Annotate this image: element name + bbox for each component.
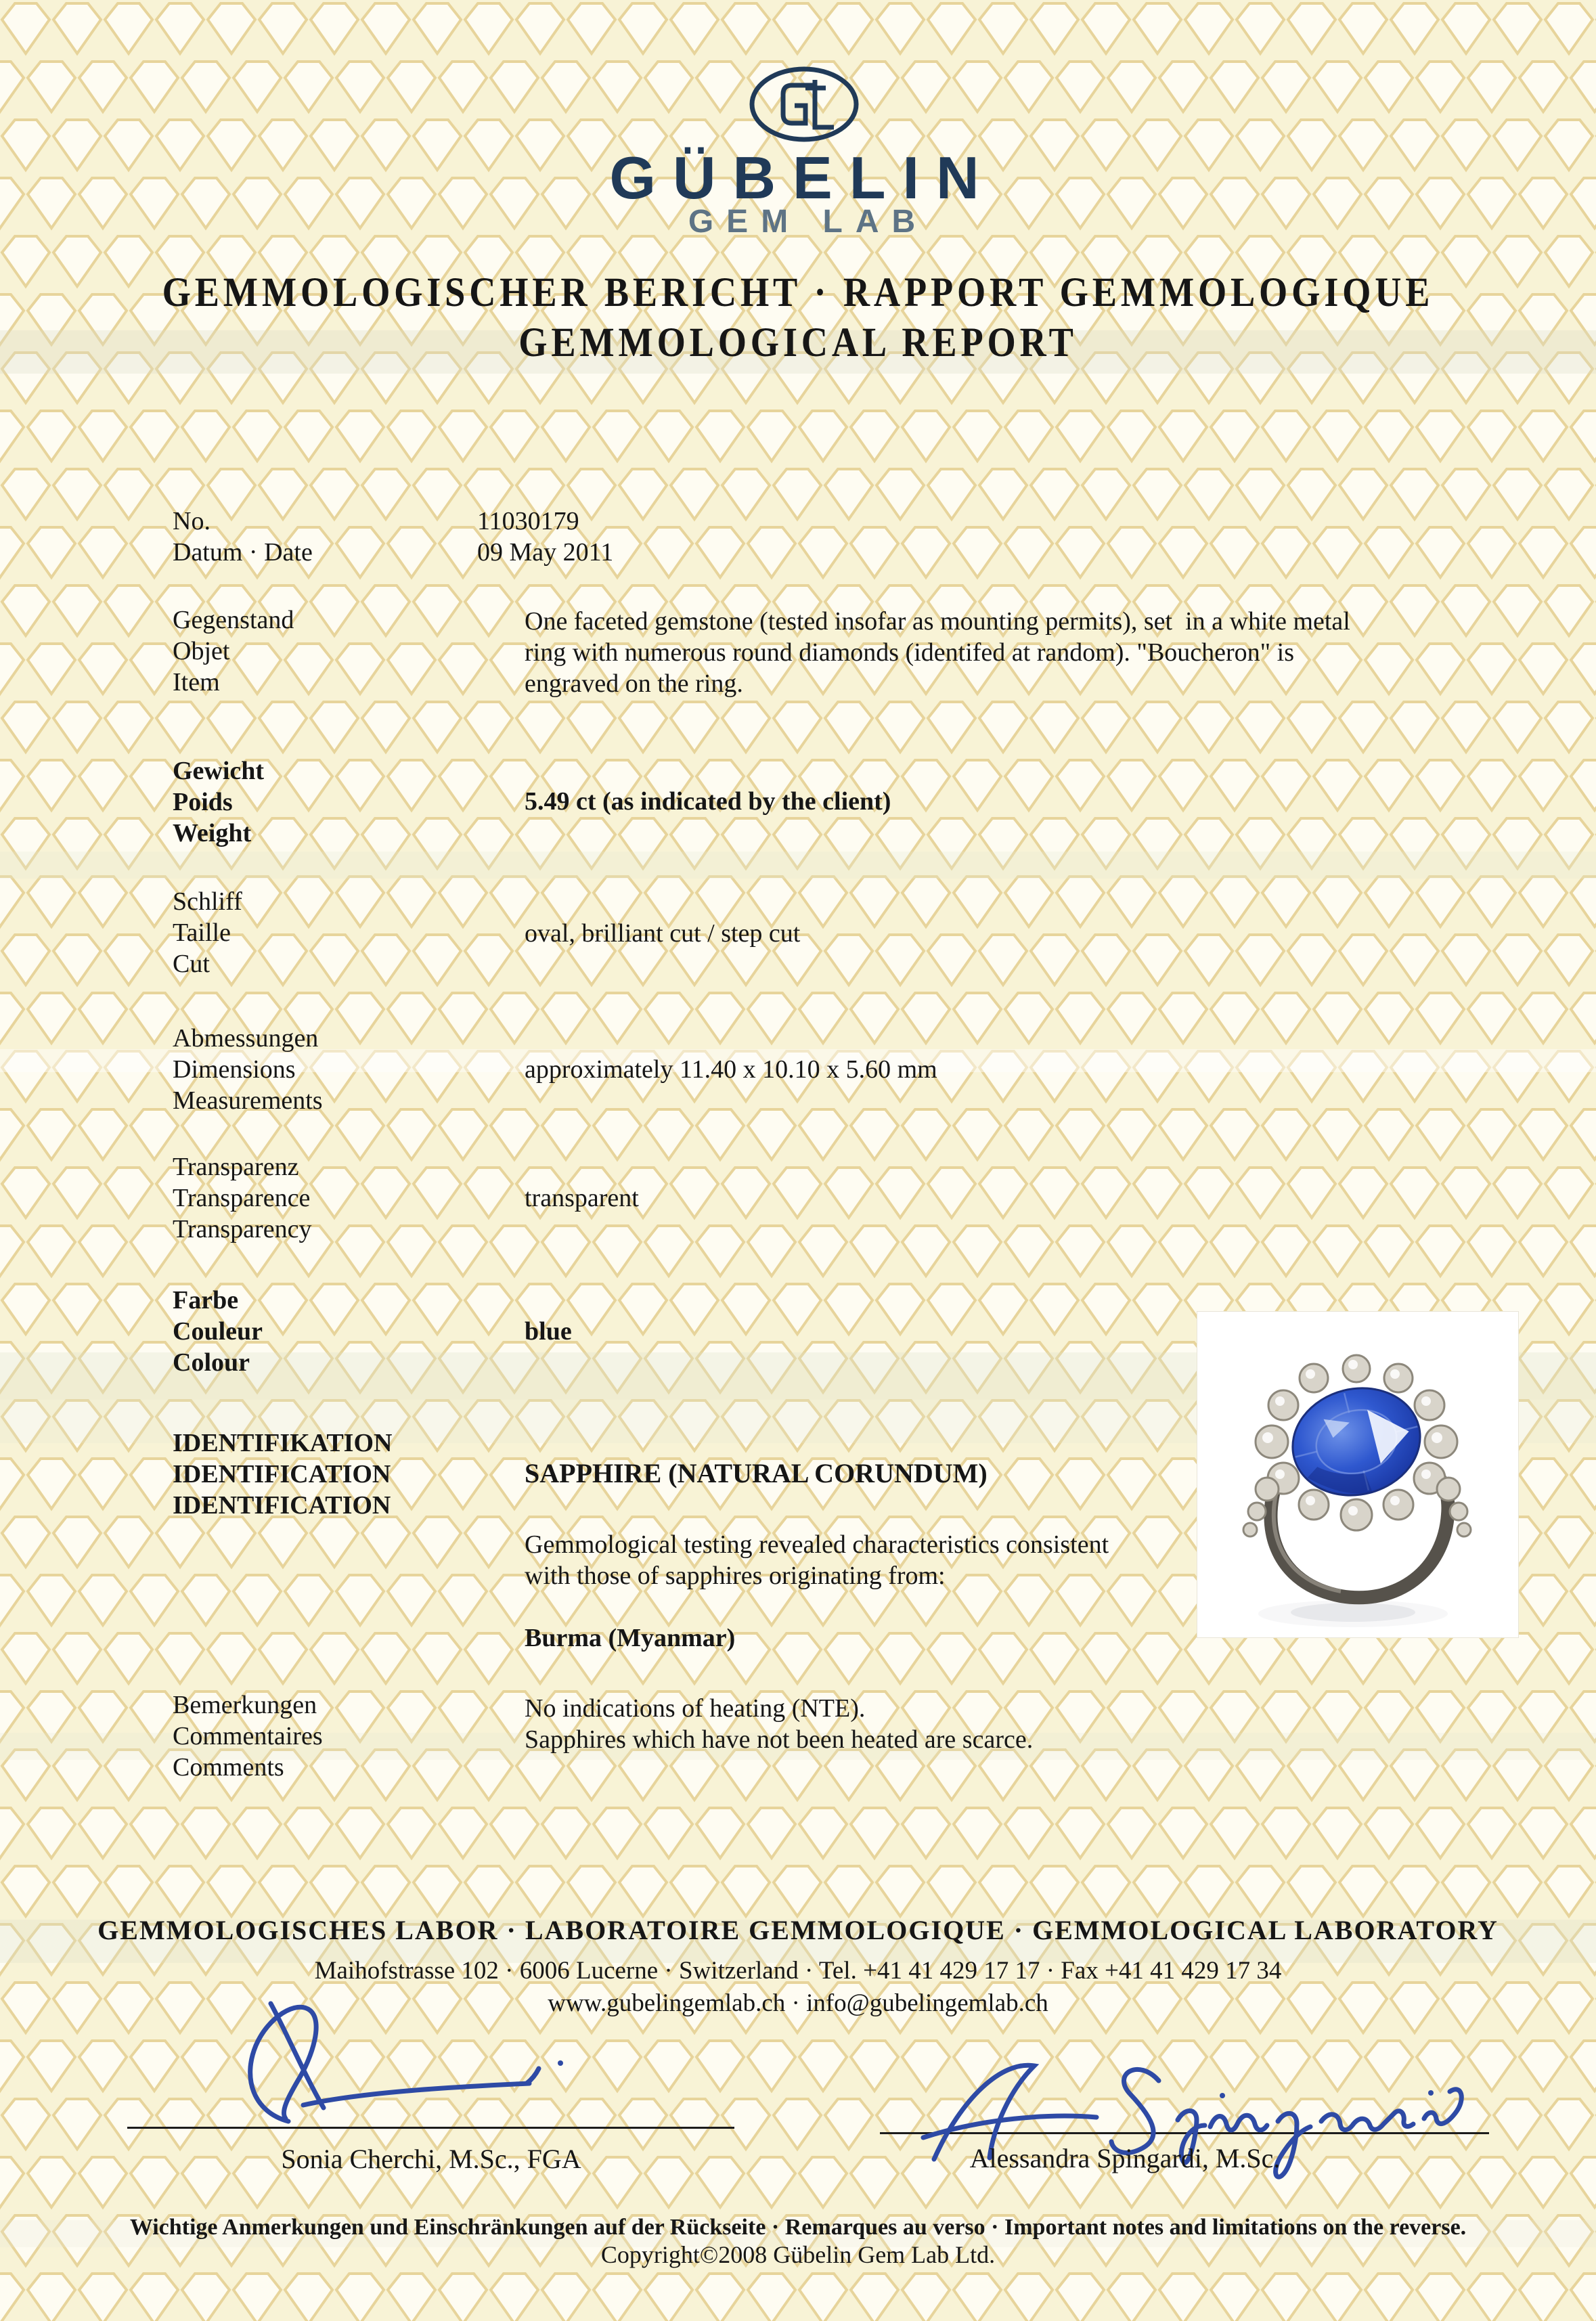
label-colour-de: Farbe [173,1286,239,1314]
field-label-dimensions [173,1023,323,1116]
label-comments-de: Bemerkungen [173,1691,317,1719]
origin-text-line1: Gemmological testing revealed characteristics consistent [525,1530,1109,1559]
signatory-name-left: Sonia Cherchi, M.Sc., FGA [281,2144,581,2174]
label-identification-fr: IDENTIFICATION [173,1460,391,1488]
brand-name: GÜBELIN [609,144,996,211]
label-cut-de: Schliff [173,887,242,916]
value-item-line2: ring with numerous round diamonds (identifed at random). "Boucheron" is [525,638,1295,667]
label-item-en: Item [173,668,220,697]
label-dimensions-en: Measurements [173,1086,323,1115]
label-identification-en: IDENTIFICATION [173,1491,391,1520]
value-comments-line2: Sapphires which have not been heated are scarce. [525,1725,1034,1754]
label-colour-fr: Couleur [173,1317,263,1346]
field-label-no-date [173,506,313,568]
signatory-name-right: Alessandra Spingardi, M.Sc. [969,2143,1281,2173]
field-value-identification: SAPPHIRE (NATURAL CORUNDUM) [525,1458,988,1488]
value-date: 09 May 2011 [477,538,614,567]
label-weight-de: Gewicht [173,757,265,785]
value-no: 11030179 [477,507,579,535]
field-label-cut [173,886,242,979]
field-label-transparency [173,1151,311,1245]
label-transparency-en: Transparency [173,1215,312,1243]
lab-name-line: GEMMOLOGISCHES LABOR · LABORATOIRE GEMMOLOGIQUE · GEMMOLOGICAL LABORATORY [97,1915,1499,1945]
sapphire-gem [1281,1375,1432,1508]
ring-photo [1197,1311,1519,1638]
field-label-identification [173,1428,392,1521]
label-dimensions-de: Abmessungen [173,1024,319,1053]
field-label-weight [173,755,264,849]
identification-origin-text [525,1529,1109,1591]
field-value-cut: oval, brilliant cut / step cut [525,919,801,948]
field-value-no-date [477,506,613,568]
lab-web-line: www.gubelingemlab.ch · info@gubelingemlab.ch [548,1989,1048,2017]
label-no: No. [173,507,210,535]
copyright-line: Copyright©2008 Gübelin Gem Lab Ltd. [600,2241,996,2268]
label-transparency-de: Transparenz [173,1153,299,1181]
field-value-comments [525,1693,1033,1755]
sapphire-ring-illustration [1197,1312,1518,1637]
label-item-de: Gegenstand [173,606,294,634]
label-cut-fr: Taille [173,919,231,947]
label-comments-fr: Commentaires [173,1722,323,1750]
value-comments-line1: No indications of heating (NTE). [525,1694,866,1723]
identification-origin: Burma (Myanmar) [525,1624,736,1652]
label-identification-de: IDENTIFIKATION [173,1429,393,1457]
field-label-item [173,604,294,698]
label-weight-fr: Poids [173,788,233,816]
gubelin-gl-monogram-icon [747,65,861,143]
field-label-comments [173,1689,323,1783]
brand-division: GEM LAB [688,204,929,240]
signature-ink-left [223,1998,575,2130]
label-date: Datum · Date [173,538,313,567]
value-item-line3: engraved on the ring. [525,669,743,698]
label-comments-en: Comments [173,1753,284,1782]
label-colour-en: Colour [173,1348,250,1377]
field-value-dimensions: approximately 11.40 x 10.10 x 5.60 mm [525,1055,937,1084]
origin-text-line2: with those of sapphires originating from: [525,1562,946,1590]
lab-address-line: Maihofstrasse 102 · 6006 Lucerne · Switzerland · Tel. +41 41 429 17 17 · Fax +41 41 429 17 34 [314,1957,1282,1985]
label-transparency-fr: Transparence [173,1184,311,1212]
report-title-line1: GEMMOLOGISCHER BERICHT · RAPPORT GEMMOLOGIQUE [162,269,1434,316]
label-item-fr: Objet [173,637,230,665]
field-value-transparency: transparent [525,1184,639,1212]
report-title-line2: GEMMOLOGICAL REPORT [518,319,1078,366]
label-weight-en: Weight [173,819,252,847]
reverse-notes-line: Wichtige Anmerkungen und Einschränkungen auf der Rückseite · Remarques au verso · Important notes and limitations on the reverse. [129,2215,1467,2240]
label-cut-en: Cut [173,950,210,978]
label-dimensions-fr: Dimensions [173,1055,296,1084]
field-value-item [525,606,1350,699]
field-value-colour: blue [525,1317,572,1346]
field-value-weight: 5.49 ct (as indicated by the client) [525,787,891,816]
field-label-colour [173,1285,263,1378]
value-item-line1: One faceted gemstone (tested insofar as mounting permits), set in a white metal [525,607,1350,636]
